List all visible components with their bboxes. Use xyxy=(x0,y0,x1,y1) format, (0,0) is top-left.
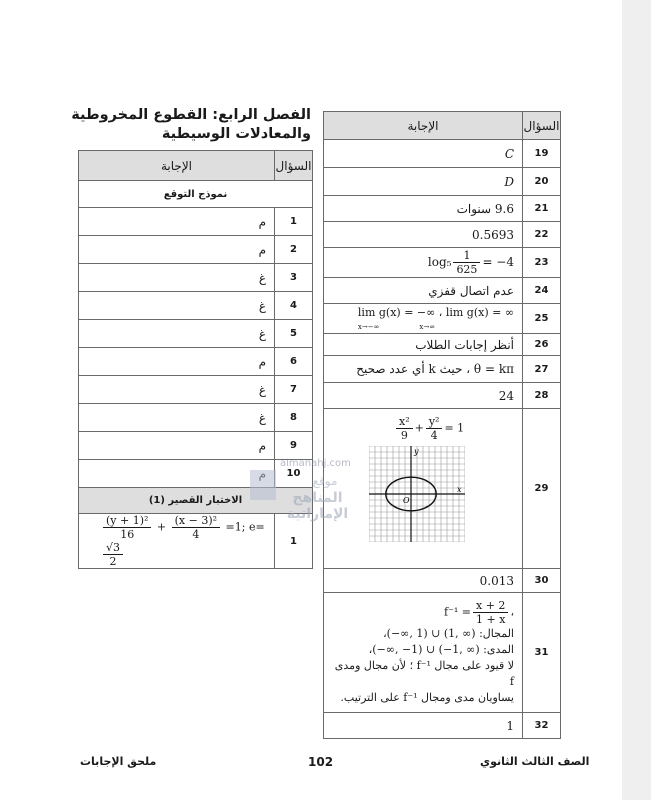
footer-grade: الصف الثالث الثانوي xyxy=(480,755,590,768)
left-answer-cell: غ xyxy=(79,404,275,432)
right-answer-cell: f⁻¹ = $\frac{x + 2}{1 + x}$ ، المجال: (∞ ,1) ∪ (1 ,∞−)، المدى: (∞ ,1−) ∪ (1− ,∞−)، لا قيود على مجال f⁻¹ ؛ لأن مجال ومدى f يساويان مدى ومجال f⁻¹ على الترتيب. xyxy=(324,593,523,713)
y-axis-label: y xyxy=(414,447,419,456)
right-answer-table xyxy=(323,111,561,739)
table-row xyxy=(324,569,561,593)
right-answer-cell: 1 xyxy=(324,713,523,739)
table-row xyxy=(79,208,313,236)
left-answer-cell: غ xyxy=(79,320,275,348)
left-question-number: 4 xyxy=(275,292,313,320)
table-row xyxy=(79,292,313,320)
left-question-number: 3 xyxy=(275,264,313,292)
left-question-number: 1 xyxy=(275,208,313,236)
chapter-title-line1: الفصل الرابع: القطوع المخروطية xyxy=(71,107,311,123)
table-row xyxy=(324,593,561,713)
right-answer-cell: 24 xyxy=(324,383,523,409)
table-row xyxy=(79,404,313,432)
left-answer-cell: غ xyxy=(79,292,275,320)
left-question-number: 10 xyxy=(275,460,313,488)
log-result: = −4 xyxy=(482,255,514,269)
quiz-eq: =1; e= xyxy=(225,520,265,534)
right-answer-cell: 0.5693 xyxy=(324,222,523,248)
right-answer-cell: أنظر إجابات الطلاب xyxy=(324,334,523,356)
limit-sub-1: x→−∞ xyxy=(357,322,380,331)
quiz-plus: + xyxy=(156,520,167,534)
right-question-header: السؤال xyxy=(523,112,561,140)
right-question-number: 24 xyxy=(523,278,561,304)
log-frac: $\frac{1}{625}$ xyxy=(453,249,480,276)
quiz-label: الاختبار القصير (1) xyxy=(79,488,313,514)
left-question-header: السؤال xyxy=(275,151,313,181)
right-question-number: 32 xyxy=(523,713,561,739)
watermark-url: almanahj.com xyxy=(280,458,351,469)
right-question-number: 25 xyxy=(523,304,561,334)
watermark-line2: موقع xyxy=(312,474,338,488)
table-row xyxy=(324,356,561,383)
chapter-title-line2: والمعادلات الوسيطية xyxy=(161,126,311,142)
table-row xyxy=(324,278,561,304)
right-answer-header: الإجابة xyxy=(324,112,523,140)
limit-expression: lim g(x) = −∞ ، lim g(x) = ∞ xyxy=(357,305,514,319)
right-question-number: 26 xyxy=(523,334,561,356)
table-row xyxy=(79,376,313,404)
left-answer-cell: م xyxy=(79,236,275,264)
inverse-frac: $\frac{x + 2}{1 + x}$ xyxy=(473,599,508,626)
left-answer-header: الإجابة xyxy=(79,151,275,181)
table-row xyxy=(324,222,561,248)
left-question-number: 8 xyxy=(275,404,313,432)
right-answer-cell: 9.6 سنوات xyxy=(324,196,523,222)
left-question-number: 2 xyxy=(275,236,313,264)
quiz-num: 1 xyxy=(275,514,313,569)
range-line: المدى: (∞ ,1−) ∪ (1− ,∞−)، xyxy=(368,643,514,656)
table-row xyxy=(324,334,561,356)
left-question-number: 9 xyxy=(275,432,313,460)
table-row xyxy=(79,432,313,460)
left-question-number: 6 xyxy=(275,348,313,376)
log-base: log₅ xyxy=(427,255,452,269)
left-answer-cell: م xyxy=(79,432,275,460)
right-answer-cell xyxy=(324,304,523,334)
right-question-number: 30 xyxy=(523,569,561,593)
note-line-1: لا قيود على مجال f⁻¹ ؛ لأن مجال ومدى f xyxy=(334,659,514,688)
table-row xyxy=(79,264,313,292)
left-answer-cell: غ xyxy=(79,264,275,292)
table-row xyxy=(324,713,561,739)
left-answer-cell: م xyxy=(79,348,275,376)
right-question-number: 19 xyxy=(523,140,561,168)
right-question-number: 22 xyxy=(523,222,561,248)
right-question-number: 21 xyxy=(523,196,561,222)
chapter-title xyxy=(51,106,311,144)
table-row xyxy=(324,304,561,334)
right-answer-cell: θ = kπ ، حيث k أي عدد صحيح xyxy=(324,356,523,383)
right-answer-cell: D xyxy=(324,168,523,196)
right-question-number: 23 xyxy=(523,248,561,278)
domain-line: المجال: (∞ ,1) ∪ (1 ,∞−)، xyxy=(383,627,514,640)
ellipse-graph-svg xyxy=(369,446,465,542)
right-answer-cell: C xyxy=(324,140,523,168)
right-question-number: 20 xyxy=(523,168,561,196)
limit-sub-2: x→∞ xyxy=(419,322,436,331)
origin-label: O xyxy=(403,496,410,505)
note-line-2: يساويان مدى ومجال f⁻¹ على الترتيب. xyxy=(340,691,514,704)
ellipse-eq: = 1 xyxy=(444,421,465,435)
watermark xyxy=(250,458,370,528)
table-row xyxy=(79,320,313,348)
table-row xyxy=(324,140,561,168)
quiz-frac-3: $\frac{√3}{2}$ xyxy=(103,541,123,568)
ellipse-plus: + xyxy=(414,421,424,435)
ellipse-frac-2: $\frac{\text{y²}}{4}$ xyxy=(426,415,443,442)
table-row xyxy=(79,348,313,376)
table-row xyxy=(324,196,561,222)
left-answer-cell: غ xyxy=(79,376,275,404)
footer-page-number: 102 xyxy=(308,755,334,769)
left-question-number: 5 xyxy=(275,320,313,348)
footer-appendix: ملحق الإجابات xyxy=(80,755,157,768)
right-question-number: 31 xyxy=(523,593,561,713)
right-question-number: 27 xyxy=(523,356,561,383)
left-answer-cell xyxy=(79,460,275,488)
watermark-line3: المناهج الإماراتية xyxy=(286,490,349,522)
table-row xyxy=(324,383,561,409)
quiz-answer xyxy=(79,514,275,569)
page-margin-strip xyxy=(622,0,651,800)
table-row xyxy=(79,236,313,264)
ellipse-frac-1: $\frac{\text{x²}}{9}$ xyxy=(396,415,413,442)
right-answer-cell xyxy=(324,248,523,278)
left-answer-cell: م xyxy=(79,208,275,236)
x-axis-label: x xyxy=(457,485,462,494)
table-row xyxy=(324,168,561,196)
left-question-number: 7 xyxy=(275,376,313,404)
inverse-lhs: f⁻¹ = xyxy=(444,605,472,619)
quiz-frac-1: $\frac{\text{(y + 1)²}}{16}$ xyxy=(103,514,151,541)
right-answer-cell: 0.013 xyxy=(324,569,523,593)
quiz-frac-2: $\frac{\text{(x − 3)²}}{4}$ xyxy=(172,514,220,541)
right-question-number: 29 xyxy=(523,409,561,569)
table-row xyxy=(324,248,561,278)
right-answer-cell: عدم اتصال قفزي xyxy=(324,278,523,304)
expectation-label: نموذج التوقع xyxy=(79,181,313,208)
right-question-number: 28 xyxy=(523,383,561,409)
